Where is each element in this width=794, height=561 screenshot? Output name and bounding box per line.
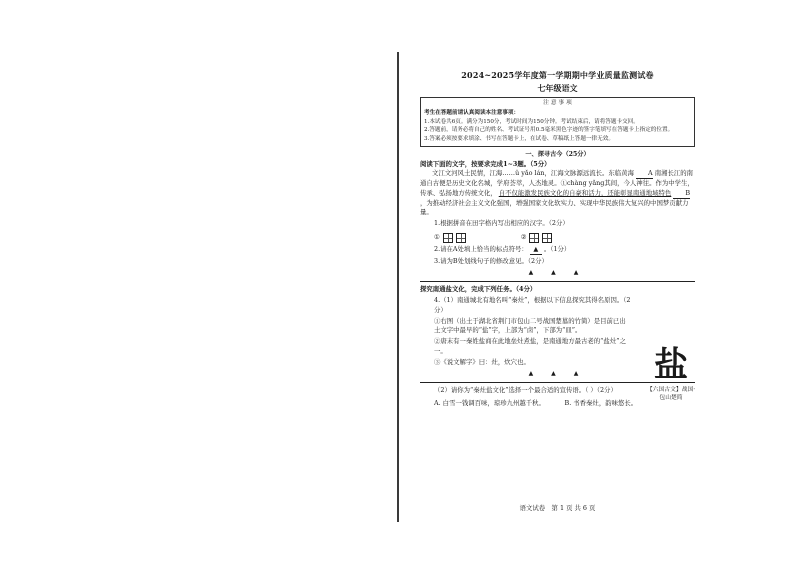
question-2-text: 2.请在A处填上恰当的标点符号： (434, 244, 528, 253)
question-4-1: 4.（1）南通城北有地名叫“秦灶”，根据以下信息探究其得名原因。（2分） (434, 296, 631, 314)
notice-heading: 注 意 事 项 (543, 100, 572, 107)
grid-marker-2: ② (520, 233, 527, 242)
question-2 (420, 245, 695, 255)
ancient-salt-character-figure (646, 345, 696, 402)
section-2-title: 探究南通盐文化，完成下列任务。（4分） (420, 285, 537, 293)
answer-placeholder-triangles-2: ▲ ▲ ▲ (528, 370, 587, 378)
tian-grid-cell[interactable] (529, 233, 539, 243)
passage-part-b: 南湘长江的南通自古便是历史文化名城，学府荟萃，人杰地灵。①chàng yǎng其间，今人神往。作为中学生，传承、弘扬地方传统文化， (420, 169, 694, 197)
question-2-score: 。（1分） (543, 244, 571, 253)
notice-box (420, 97, 695, 147)
notice-item-2: 2.答题前，请务必将自己的姓名、考试证号用0.5毫米黑色字迹的签字笔填写在答题卡上指定的位置。 (424, 127, 674, 134)
question-4-2: （2）请你为“秦灶盐文化”选择一个最合适的宣传语。（ ）（2分） (434, 385, 617, 394)
page-footer: 语文试卷 第 1 页 共 6 页 (519, 504, 596, 512)
question-2-blank[interactable]: ▲ (530, 245, 542, 255)
ancient-salt-glyph: 盐 (654, 345, 688, 385)
info-item-1: ①右图（出土于湖北省荆门市包山二号战国楚墓的竹简）是目前已出土文字中最早的“盐”字，上部为“卤”，下部为“皿”。 (434, 316, 626, 335)
answer-line (420, 281, 695, 282)
section-2-body (420, 296, 632, 367)
passage-underlined-sentence: 自不仅能激发民族文化的自豪和活力，还能彰显南通地域特色 (498, 188, 672, 197)
scan-fold-line (397, 52, 399, 522)
figure-caption: 【六国古文】战国·包山楚简 (646, 387, 696, 402)
notice-item-1: 1.本试卷共6页。满分为150分，考试时间为150分钟。考试结束后，请将答题卡交回。 (424, 118, 639, 125)
exam-page (420, 70, 695, 530)
notice-item-3: 3.答案必须按要求填涂、书写在答题卡上，在试卷、草稿纸上答题一律无效。 (424, 136, 614, 143)
question-1: 1.根据拼音在田字格内写出相应的汉字。（2分） (434, 219, 569, 228)
question-3: 3.请为B处划线句子的修改意见。（2分） (434, 257, 548, 266)
reading-passage (420, 169, 695, 217)
option-b[interactable]: B. 书香秦灶，韵味悠长。 (564, 399, 638, 408)
exam-title: 2024~2025学年度第一学期期中学业质量监测试卷 (461, 70, 654, 80)
grid-group-2 (521, 233, 553, 243)
tian-grid-cell[interactable] (443, 233, 453, 243)
notice-intro: 考生在答题前请认真阅读本注意事项： (424, 110, 520, 117)
passage-blank-b: B (673, 189, 690, 199)
passage-part-c: ，为推动经济社会主义文化强国，增强国家文化软实力、实现中华民族伟大复兴的中国梦贡献力量。 (420, 198, 689, 217)
section-1-instruction: 阅读下面的文字，按要求完成1~3题。（5分） (420, 159, 551, 168)
passage-blank-a: A (636, 169, 653, 179)
grid-marker-1: ① (434, 233, 440, 242)
section-1-title: 一、探寻古今（25分） (525, 150, 590, 158)
grid-group-1 (434, 233, 466, 243)
pinyin-answer-grids (420, 233, 695, 243)
tian-grid-cell[interactable] (456, 233, 466, 243)
exam-subtitle: 七年级语文 (537, 82, 578, 93)
tian-grid-cell[interactable] (542, 233, 552, 243)
info-item-3: ③《说文解字》曰：灶，炊穴也。 (434, 357, 530, 366)
passage-part-a: 文江文河风土民情，江海……ǔ yǎo lán，江海文脉源远流长。东临黄海 (432, 169, 634, 178)
info-item-2: ②唐末有一秦姓盐商在此地垒灶煮盐，是南通地方最古老的“盐灶”之一。 (434, 337, 626, 355)
answer-placeholder-triangles: ▲ ▲ ▲ (528, 269, 587, 277)
option-a[interactable]: A. 白雪一钱调百味，琼珍九州越千秋。 (434, 399, 545, 408)
